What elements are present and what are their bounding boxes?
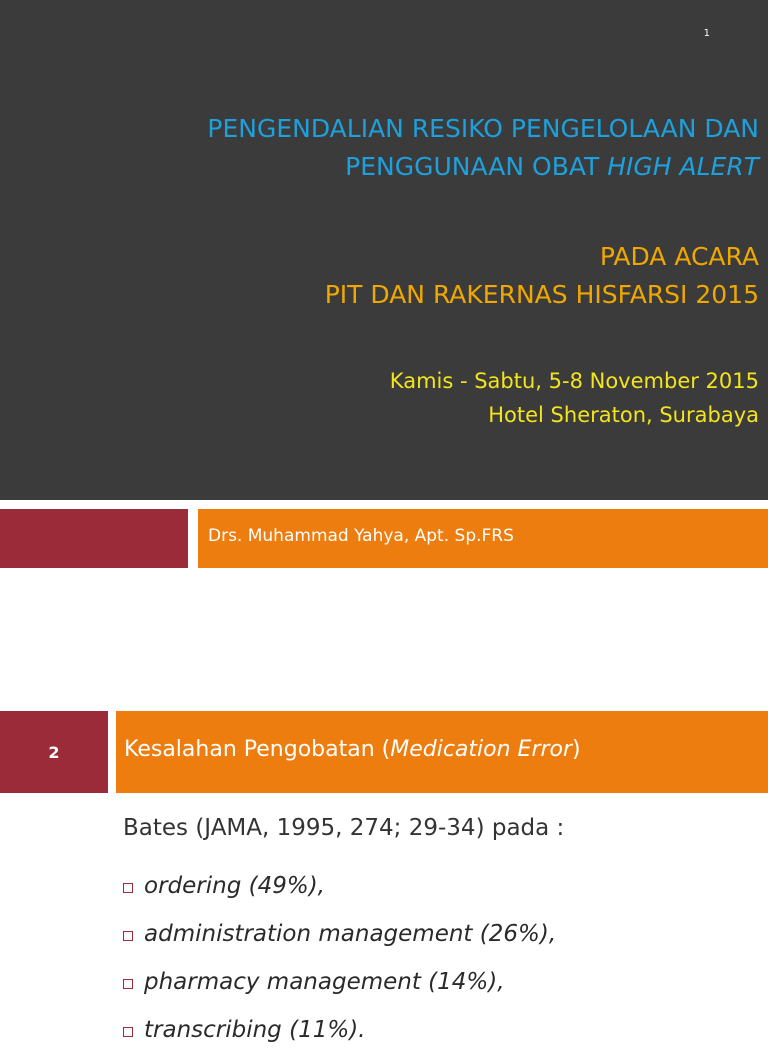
square-bullet-icon	[123, 931, 133, 941]
intro-text: Bates (JAMA, 1995, 274; 29-34) pada :	[123, 815, 565, 841]
presenter-name: Drs. Muhammad Yahya, Apt. Sp.FRS	[208, 526, 514, 546]
date-line: Kamis - Sabtu, 5-8 November 2015	[389, 369, 759, 393]
square-bullet-icon	[123, 979, 133, 989]
title-line-2-text: PENGGUNAAN OBAT	[345, 152, 608, 181]
list-item	[123, 862, 556, 910]
list-item	[123, 910, 556, 958]
event-line-1: PADA ACARA	[599, 242, 759, 271]
venue-line: Hotel Sheraton, Surabaya	[488, 403, 759, 427]
title-line-2	[19, 148, 759, 186]
presenter-bar	[198, 509, 768, 568]
list-item-text: administration management (26%),	[144, 921, 557, 947]
slide-heading	[124, 737, 581, 762]
accent-bar-red	[0, 509, 188, 568]
list-item	[123, 1006, 556, 1054]
event-info	[19, 238, 759, 314]
list-item-text: pharmacy management (14%),	[144, 969, 505, 995]
title-line-1: PENGENDALIAN RESIKO PENGELOLAAN DAN	[207, 114, 759, 143]
square-bullet-icon	[123, 1027, 133, 1037]
slide-heading-bar	[116, 711, 768, 793]
slide-number: 1	[703, 28, 710, 39]
date-venue	[19, 364, 759, 432]
slide-number: 2	[48, 742, 60, 762]
title-slide	[0, 0, 768, 500]
square-bullet-icon	[123, 883, 133, 893]
bullet-list	[123, 862, 556, 1054]
event-line-2: PIT DAN RAKERNAS HISFARSI 2015	[324, 280, 759, 309]
heading-italic: Medication Error	[390, 737, 573, 762]
list-item	[123, 958, 556, 1006]
list-item-text: transcribing (11%).	[144, 1017, 366, 1043]
slide-number-box	[0, 711, 108, 793]
list-item-text: ordering (49%),	[144, 873, 325, 899]
title-line-2-italic: HIGH ALERT	[607, 152, 759, 181]
heading-suffix: )	[572, 737, 581, 762]
slide-title	[19, 110, 759, 186]
heading-text: Kesalahan Pengobatan (	[124, 737, 391, 762]
